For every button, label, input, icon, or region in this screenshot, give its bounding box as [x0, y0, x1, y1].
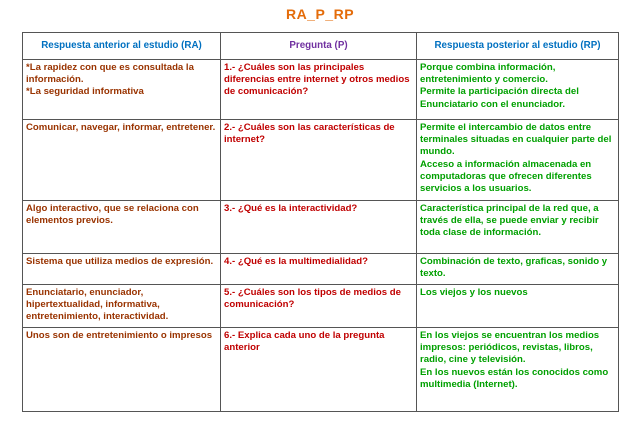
cell-line: *La rapidez con que es consultada la información.: [26, 62, 194, 86]
cell-rp: [417, 328, 619, 412]
cell-rp: [417, 120, 619, 201]
header-ra: Respuesta anterior al estudio (RA): [23, 33, 221, 60]
cell-ra: [23, 254, 221, 285]
cell-line: 6.- Explica cada uno de la pregunta anterior: [224, 330, 385, 354]
cell-line: 4.- ¿Qué es la multimedialidad?: [224, 256, 368, 267]
cell-rp: [417, 285, 619, 328]
table-row: [23, 201, 619, 254]
table-row: [23, 120, 619, 201]
cell-line: Característica principal de la red que, a través de ella, se puede enviar y recibir toda clase de información.: [420, 203, 599, 239]
cell-p: [221, 328, 417, 412]
cell-ra: [23, 60, 221, 120]
cell-ra: [23, 285, 221, 328]
cell-line: 2.- ¿Cuáles son las características de internet?: [224, 122, 395, 146]
cell-line: Permite el intercambio de datos entre terminales situadas en cualquier parte del mundo.: [420, 122, 612, 158]
cell-line: Unos son de entretenimiento o impresos: [26, 330, 213, 341]
cell-line: 1.- ¿Cuáles son las principales diferencias entre internet y otros medios de comunicación?: [224, 62, 410, 98]
cell-line: Permite la participación directa del Enunciatario con el enunciador.: [420, 86, 579, 110]
cell-line: Algo interactivo, que se relaciona con elementos previos.: [26, 203, 199, 227]
cell-line: 3.- ¿Qué es la interactividad?: [224, 203, 358, 214]
cell-line: Acceso a información almacenada en computadoras que ofrecen diferentes servicios a los usuarios.: [420, 158, 592, 195]
cell-line: Sistema que utiliza medios de expresión.: [26, 256, 214, 267]
header-rp: Respuesta posterior al estudio (RP): [417, 33, 619, 60]
cell-ra: [23, 120, 221, 201]
header-p: Pregunta (P): [221, 33, 417, 60]
cell-rp: [417, 60, 619, 120]
page-title: RA_P_RP: [285, 6, 355, 22]
table-row: [23, 254, 619, 285]
cell-line: *La seguridad informativa: [26, 86, 144, 98]
table-row: [23, 60, 619, 120]
table-row: [23, 328, 619, 412]
cell-line: Los viejos y los nuevos: [420, 287, 528, 298]
cell-line: 5.- ¿Cuáles son los tipos de medios de comunicación?: [224, 287, 401, 311]
cell-line: Combinación de texto, graficas, sonido y texto.: [420, 256, 608, 280]
cell-line: Enunciatario, enunciador, hipertextualidad, informativa, entretenimiento, interactividad.: [26, 287, 169, 323]
table-row: [23, 285, 619, 328]
cell-p: [221, 60, 417, 120]
cell-rp: [417, 254, 619, 285]
cell-p: [221, 201, 417, 254]
cell-p: [221, 120, 417, 201]
header-row: [23, 33, 619, 60]
cell-line: En los nuevos están los conocidos como multimedia (Internet).: [420, 366, 609, 390]
cell-line: Porque combina información, entretenimiento y comercio.: [420, 62, 556, 86]
cell-p: [221, 254, 417, 285]
cell-line: Comunicar, navegar, informar, entretener.: [26, 122, 216, 133]
cell-ra: [23, 328, 221, 412]
cell-line: En los viejos se encuentran los medios impresos: periódicos, revistas, libros, radio, cine y televisión.: [420, 330, 600, 366]
cell-ra: [23, 201, 221, 254]
ra-p-rp-table: [22, 32, 619, 412]
cell-p: [221, 285, 417, 328]
cell-rp: [417, 201, 619, 254]
